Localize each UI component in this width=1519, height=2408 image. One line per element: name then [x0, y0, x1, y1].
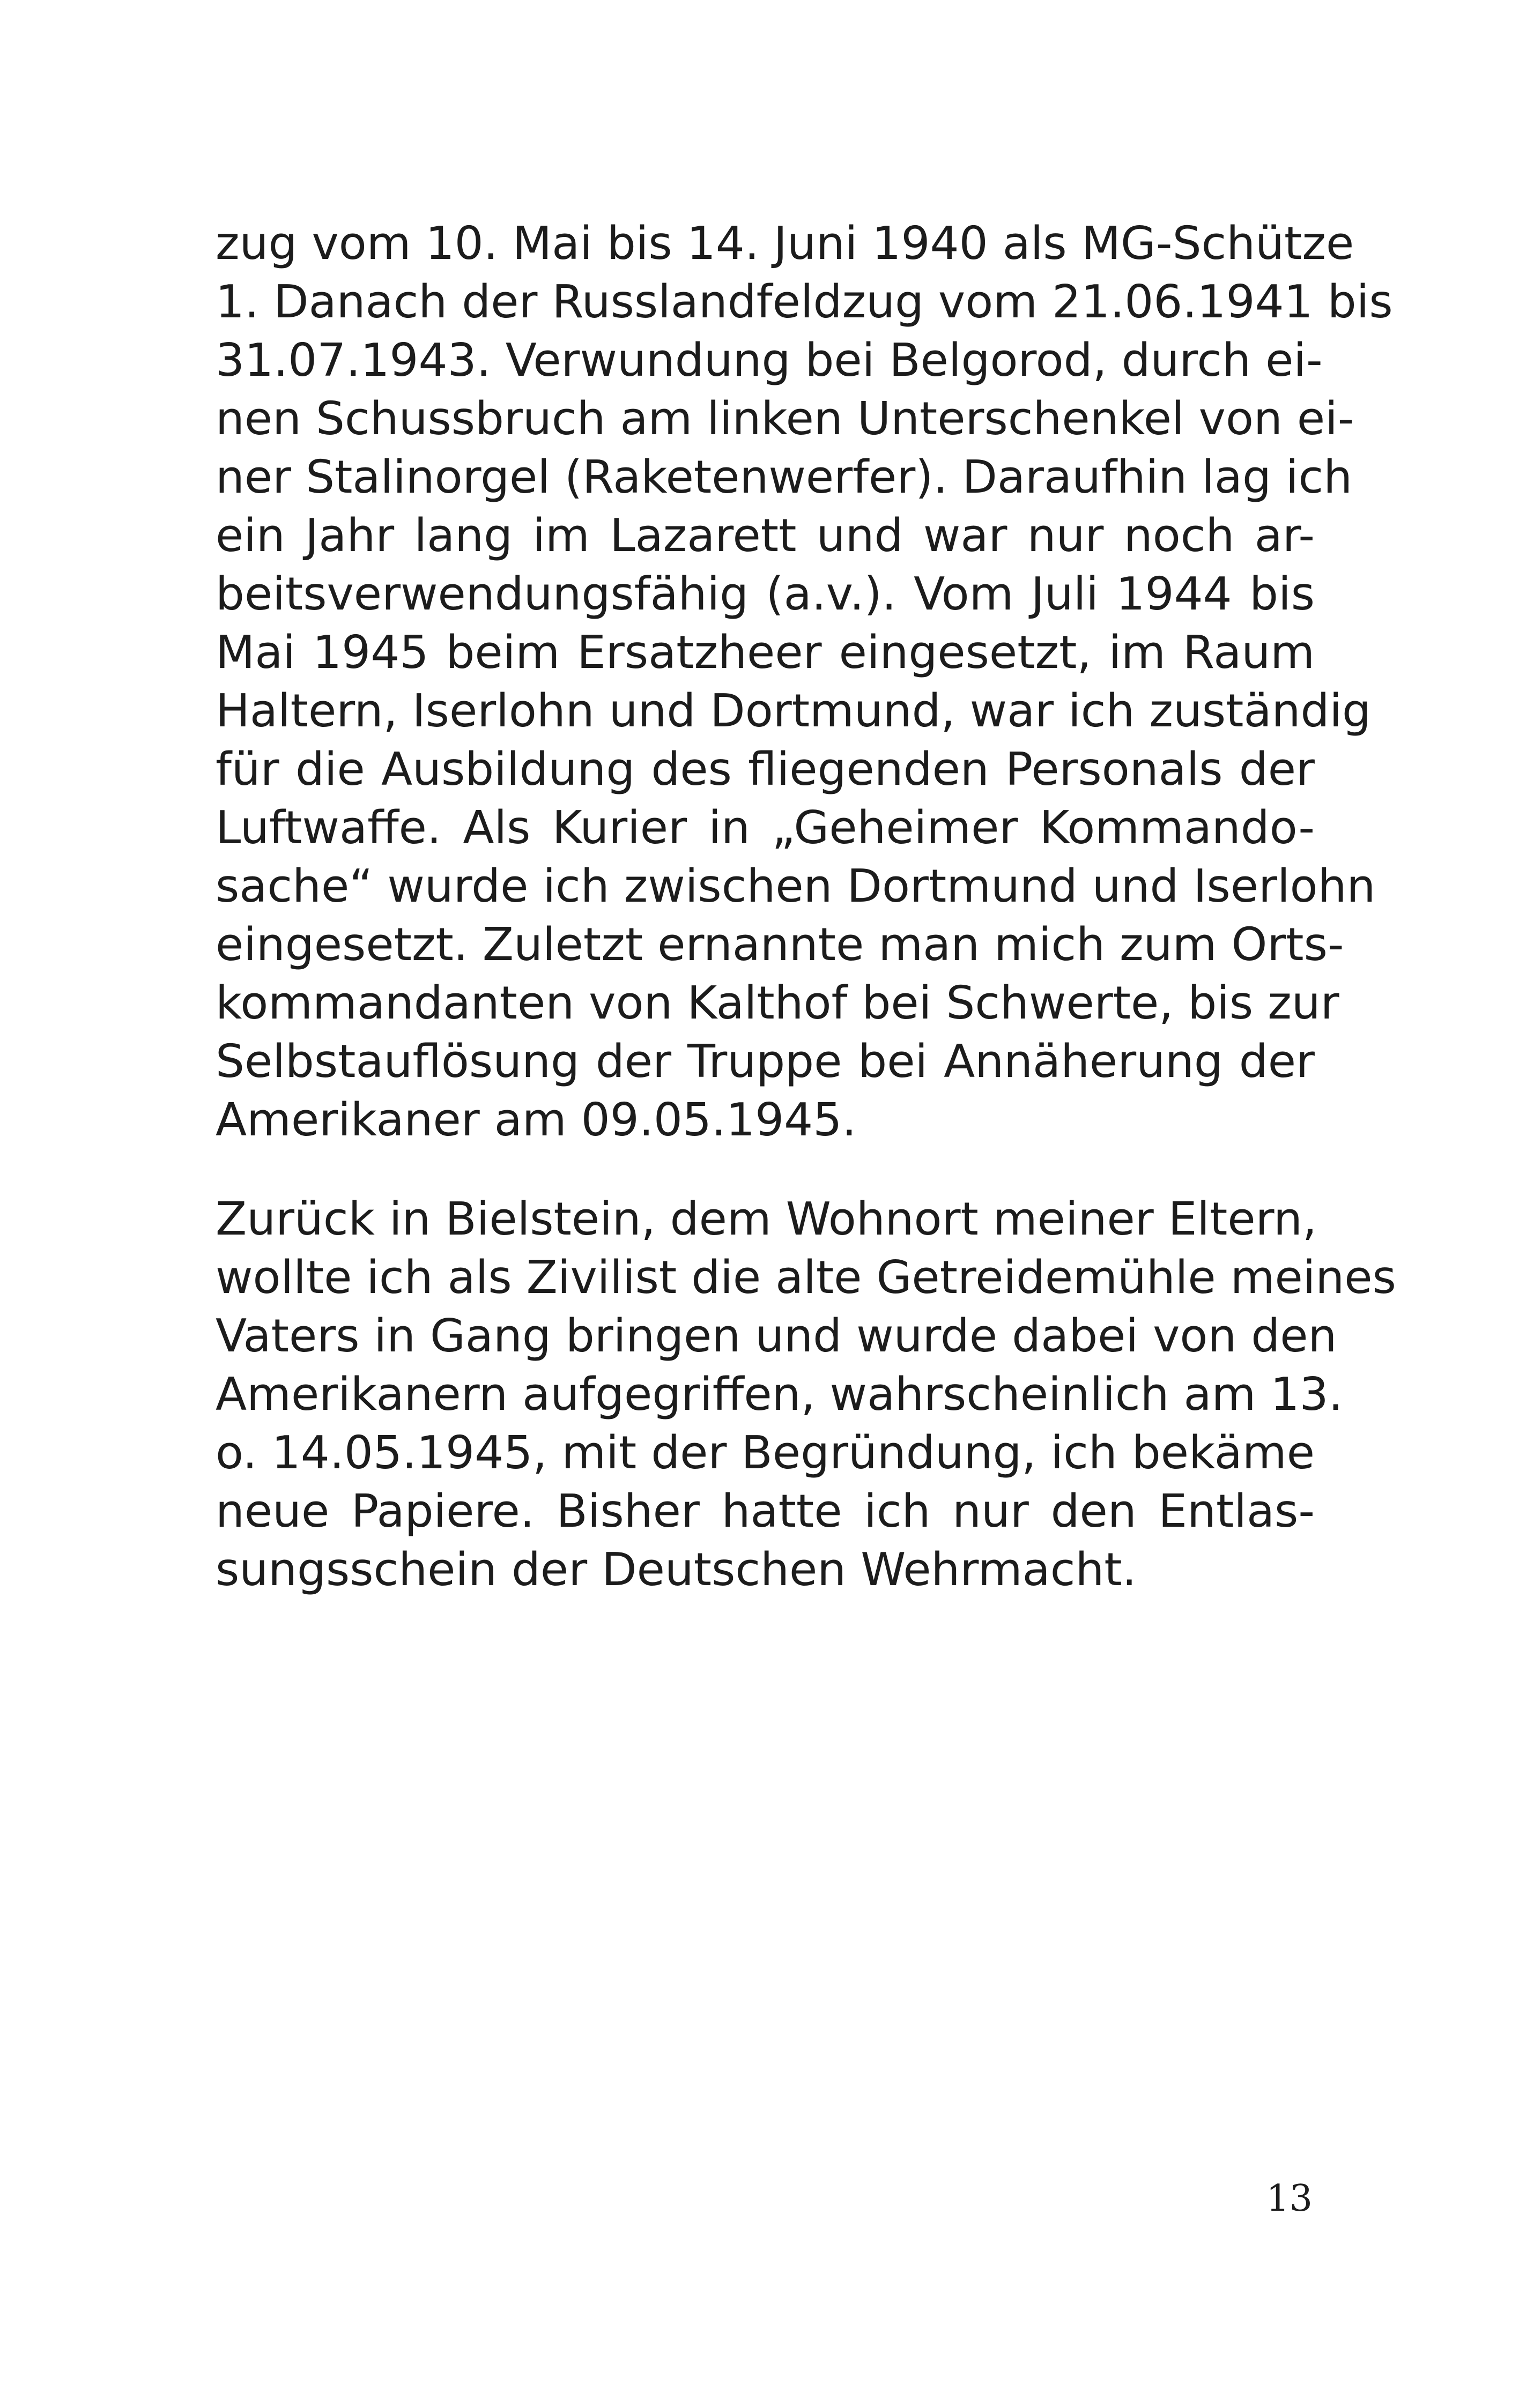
- text-line: sache“ wurde ich zwischen Dortmund und Iserlohn: [216, 860, 1376, 913]
- text-line: Vaters in Gang bringen und wurde dabei von den: [216, 1310, 1337, 1363]
- text-line: eingesetzt. Zuletzt ernannte man mich zum Orts-: [216, 918, 1344, 971]
- text-line: Mai 1945 beim Ersatzheer eingesetzt, im Raum: [216, 626, 1315, 679]
- text-line: Amerikanern aufgegriffen, wahrscheinlich am 13.: [216, 1368, 1343, 1421]
- text-line: 31.07.1943. Verwundung bei Belgorod, durch ei-: [216, 334, 1323, 387]
- text-line: 1. Danach der Russlandfeldzug vom 21.06.1941 bis: [216, 276, 1393, 329]
- paragraph-1: [216, 214, 1393, 1149]
- text-line: nen Schussbruch am linken Unterschenkel von ei-: [216, 392, 1354, 445]
- text-line: neue Papiere. Bisher hatte ich nur den Entlas-: [216, 1485, 1315, 1538]
- text-line: kommandanten von Kalthof bei Schwerte, bis zur: [216, 977, 1339, 1030]
- text-line: ein Jahr lang im Lazarett und war nur noch ar-: [216, 509, 1315, 562]
- page-number: 13: [1266, 2177, 1313, 2220]
- text-line: sungsschein der Deutschen Wehrmacht.: [216, 1543, 1137, 1596]
- text-line: für die Ausbildung des fliegenden Personals der: [216, 743, 1315, 796]
- text-line: ner Stalinorgel (Raketenwerfer). Daraufhin lag ich: [216, 451, 1353, 504]
- paragraph-2: [216, 1190, 1396, 1599]
- text-line: Zurück in Bielstein, dem Wohnort meiner Eltern,: [216, 1193, 1317, 1246]
- text-line: Selbstauflösung der Truppe bei Annäherung der: [216, 1035, 1315, 1088]
- text-line: Luftwaffe. Als Kurier in „Geheimer Kommando-: [216, 801, 1315, 854]
- text-line: Haltern, Iserlohn und Dortmund, war ich zuständig: [216, 685, 1371, 738]
- text-line: Amerikaner am 09.05.1945.: [216, 1094, 857, 1147]
- text-line: zug vom 10. Mai bis 14. Juni 1940 als MG-Schütze: [216, 217, 1354, 270]
- text-line: wollte ich als Zivilist die alte Getreidemühle meines: [216, 1251, 1396, 1304]
- text-line: beitsverwendungsfähig (a.v.). Vom Juli 1944 bis: [216, 568, 1315, 621]
- text-line: o. 14.05.1945, mit der Begründung, ich bekäme: [216, 1426, 1315, 1480]
